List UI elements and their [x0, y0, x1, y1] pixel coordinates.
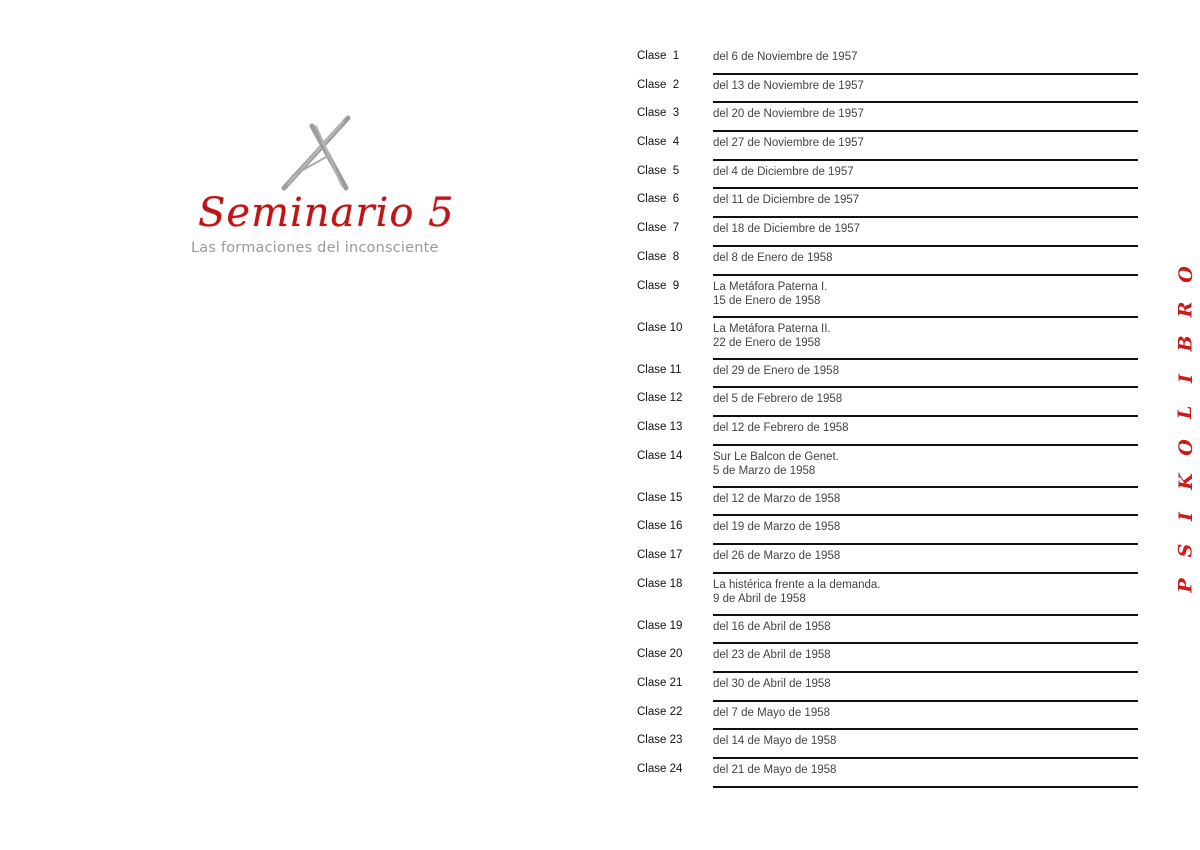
class-label: Clase 20 [637, 648, 683, 661]
class-description [713, 388, 1138, 417]
class-label: Clase 1 [637, 50, 680, 62]
class-description [713, 360, 1138, 389]
class-label: Clase 8 [637, 250, 680, 263]
logo-title: Seminario 5 [198, 190, 455, 236]
class-row [637, 545, 1138, 574]
publisher-letter: I [1174, 373, 1197, 383]
class-row [637, 318, 1138, 360]
class-description-line: del 6 de Noviembre de 1957 [713, 51, 858, 63]
seminar-logo [188, 112, 458, 272]
class-label: Clase 3 [637, 107, 680, 120]
class-description [713, 132, 1138, 161]
class-row [637, 218, 1138, 247]
class-label: Clase 24 [637, 763, 683, 776]
class-description [713, 574, 1138, 616]
class-row [637, 132, 1138, 161]
class-row [637, 730, 1138, 759]
class-description-line: 22 de Enero de 1958 [713, 336, 821, 349]
class-description-line: del 26 de Marzo de 1958 [713, 549, 841, 562]
class-description [713, 103, 1138, 132]
class-label: Clase 2 [637, 78, 680, 91]
class-description [713, 46, 1138, 75]
publisher-letter: O [1174, 266, 1197, 283]
class-label: Clase 13 [637, 420, 683, 433]
class-label: Clase 16 [637, 520, 683, 533]
class-description-line: del 19 de Marzo de 1958 [713, 521, 841, 534]
class-description-line: del 29 de Enero de 1958 [713, 364, 839, 377]
class-description-line: del 14 de Mayo de 1958 [713, 735, 837, 748]
class-label: Clase 18 [637, 577, 683, 590]
class-description-line: La histérica frente a la demanda. [713, 578, 881, 591]
publisher-letter: I [1174, 511, 1197, 521]
crossed-strokes-icon [188, 112, 388, 202]
class-description-line: del 5 de Febrero de 1958 [713, 393, 843, 406]
class-description-line: del 16 de Abril de 1958 [713, 620, 831, 633]
class-row [637, 75, 1138, 104]
class-description [713, 218, 1138, 247]
class-row [637, 516, 1138, 545]
class-description-line: del 18 de Diciembre de 1957 [713, 223, 861, 236]
class-label: Clase 22 [637, 705, 683, 718]
logo-subtitle: Las formaciones del inconsciente [191, 240, 439, 256]
class-row [637, 276, 1138, 318]
class-description [713, 276, 1138, 318]
class-description [713, 730, 1138, 759]
class-description [713, 161, 1138, 190]
class-description [713, 318, 1138, 360]
class-label: Clase 7 [637, 222, 680, 235]
class-description-line: del 12 de Febrero de 1958 [713, 421, 849, 434]
class-row [637, 103, 1138, 132]
class-description-line: del 30 de Abril de 1958 [713, 678, 831, 690]
class-description [713, 616, 1138, 645]
class-description [713, 75, 1138, 104]
class-description [713, 446, 1138, 488]
class-label: Clase 15 [637, 491, 683, 504]
class-row [637, 388, 1138, 417]
class-label: Clase 19 [637, 619, 683, 632]
class-list [637, 46, 1138, 788]
class-description [713, 673, 1138, 702]
publisher-letter: B [1174, 335, 1197, 352]
class-description-line: del 13 de Noviembre de 1957 [713, 79, 864, 92]
class-description-line: 5 de Marzo de 1958 [713, 464, 816, 477]
class-label: Clase 14 [637, 449, 683, 462]
publisher-letter: O [1174, 438, 1197, 456]
class-row [637, 759, 1138, 788]
publisher-letter: S [1174, 544, 1197, 558]
class-description [713, 417, 1138, 446]
class-description-line: del 11 de Diciembre de 1957 [713, 194, 860, 207]
class-description-line: del 21 de Mayo de 1958 [713, 764, 837, 777]
class-description-line: del 4 de Diciembre de 1957 [713, 165, 854, 178]
class-description-line: Sur Le Balcon de Genet. [713, 450, 839, 463]
class-label: Clase 5 [637, 164, 680, 177]
class-description [713, 702, 1138, 731]
class-description-line: del 7 de Mayo de 1958 [713, 706, 831, 719]
class-row [637, 488, 1138, 517]
class-label: Clase 11 [637, 363, 682, 376]
publisher-letter: L [1174, 406, 1197, 420]
class-description [713, 488, 1138, 517]
class-description [713, 759, 1138, 788]
class-description-line: 9 de Abril de 1958 [713, 592, 806, 605]
class-label: Clase 21 [637, 677, 683, 689]
publisher-letter: R [1174, 301, 1197, 317]
class-label: Clase 12 [637, 392, 683, 405]
class-description-line: 15 de Enero de 1958 [713, 294, 821, 307]
class-description [713, 545, 1138, 574]
class-description-line: del 27 de Noviembre de 1957 [713, 137, 864, 150]
class-row [637, 417, 1138, 446]
class-description-line: La Metáfora Paterna II. [713, 322, 831, 335]
class-row [637, 616, 1138, 645]
class-label: Clase 9 [637, 279, 680, 292]
class-label: Clase 17 [637, 548, 683, 561]
class-description [713, 189, 1138, 218]
class-row [637, 161, 1138, 190]
class-row [637, 574, 1138, 616]
class-row [637, 673, 1138, 702]
class-description-line: del 8 de Enero de 1958 [713, 251, 833, 264]
class-label: Clase 23 [637, 734, 683, 747]
class-description-line: del 12 de Marzo de 1958 [713, 492, 841, 505]
class-row [637, 644, 1138, 673]
class-row [637, 46, 1138, 75]
class-label: Clase 6 [637, 193, 680, 206]
class-description-line: del 20 de Noviembre de 1957 [713, 108, 864, 121]
class-row [637, 446, 1138, 488]
publisher-letter: K [1174, 473, 1197, 491]
class-description-line: La Metáfora Paterna I. [713, 280, 828, 293]
publisher-mark [1174, 265, 1198, 595]
class-label: Clase 10 [637, 321, 683, 334]
class-description [713, 644, 1138, 673]
class-description [713, 247, 1138, 276]
class-description-line: del 23 de Abril de 1958 [713, 649, 831, 662]
class-label: Clase 4 [637, 136, 680, 149]
class-row [637, 189, 1138, 218]
class-row [637, 360, 1138, 389]
publisher-letter: P [1174, 578, 1197, 593]
class-row [637, 702, 1138, 731]
class-row [637, 247, 1138, 276]
class-description [713, 516, 1138, 545]
